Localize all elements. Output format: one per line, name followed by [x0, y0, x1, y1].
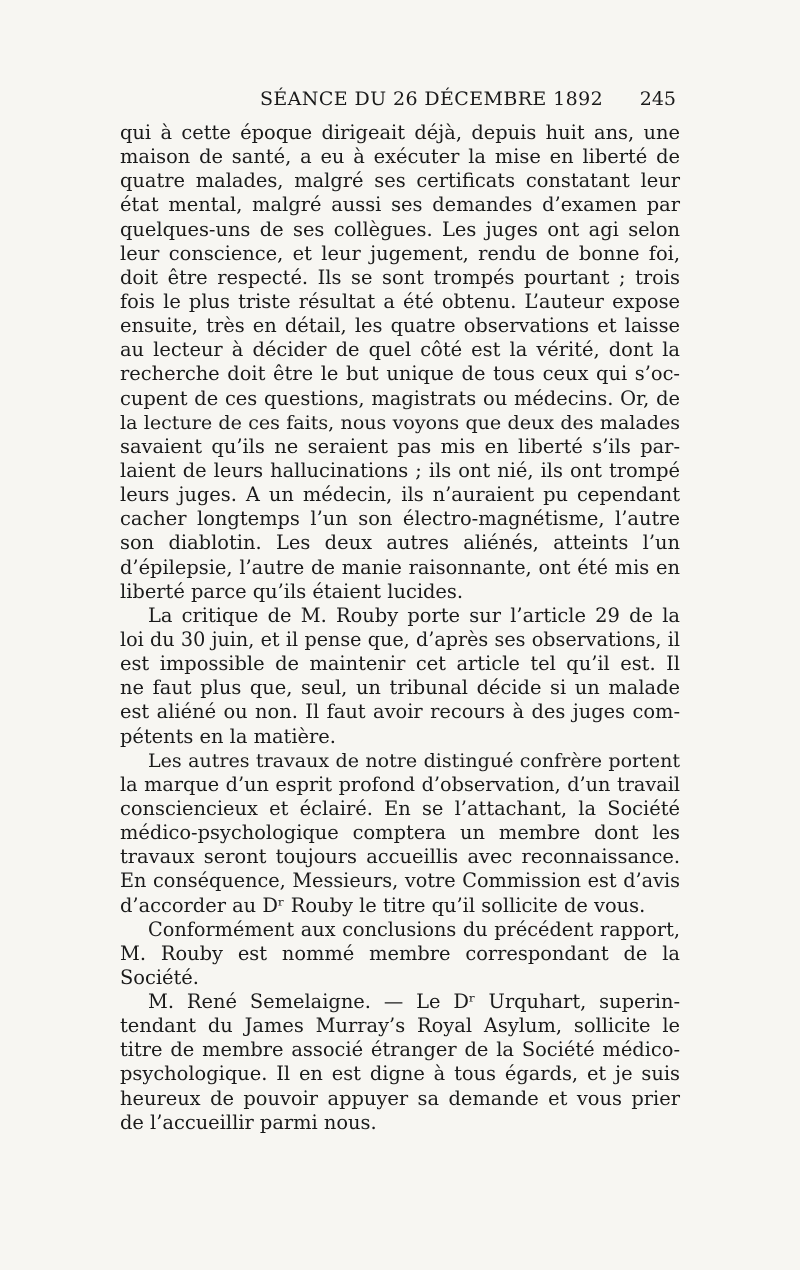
text-line: Les autres travaux de notre distingué confrère portent [148, 749, 680, 772]
text-line: médico-psychologique comptera un membre dont les [120, 821, 680, 845]
text-line: En conséquence, Messieurs, votre Commission est d’avis [120, 869, 680, 893]
text-line: leur conscience, et leur jugement, rendu de bonne foi, [120, 241, 680, 265]
text-line: d’épilepsie, l’autre de manie raisonnante, ont été mis en [120, 555, 680, 579]
text-line: M. Rouby est nommé membre correspondant de la [120, 941, 680, 965]
text-line: pétents en la matière. [120, 724, 336, 748]
text-line: quatre malades, malgré ses certificats constatant leur [120, 169, 680, 193]
text-line: la marque d’un esprit profond d’observation, d’un travail [120, 772, 680, 796]
text-line: état mental, malgré aussi ses demandes d’examen par [120, 193, 680, 217]
text-line: fois le plus triste résultat a été obtenu. L’auteur expose [120, 289, 680, 313]
text-line: son diablotin. Les deux autres aliénés, atteints l’un [120, 531, 680, 555]
text-line: titre de membre associé étranger de la Société médico- [120, 1038, 680, 1062]
text-line: La critique de M. Rouby porte sur l’article 29 de la [148, 603, 680, 627]
text-line: doit être respecté. Ils se sont trompés pourtant ; trois [120, 265, 680, 289]
text-line: quelques-uns de ses collègues. Les juges ont agi selon [120, 217, 680, 241]
text-line: de l’accueillir parmi nous. [120, 1110, 377, 1134]
page-number: 245 [639, 88, 676, 110]
text-line: psychologique. Il en est digne à tous égards, et je suis [120, 1062, 680, 1086]
body-text [120, 121, 680, 1135]
text-line: qui à cette époque dirigeait déjà, depuis huit ans, une [120, 121, 680, 144]
text-line: heureux de pouvoir appuyer sa demande et vous prier [120, 1086, 680, 1110]
text-line: cupent de ces questions, magistrats ou médecins. Or, de [120, 386, 680, 410]
text-line: ensuite, très en détail, les quatre observations et laisse [120, 314, 680, 338]
text-line: travaux seront toujours accueillis avec reconnaissance. [120, 845, 680, 869]
text-line: est impossible de maintenir cet article tel qu’il est. Il [120, 652, 680, 676]
running-title: SÉANCE DU 26 DÉCEMBRE 1892 [260, 88, 604, 110]
text-line: recherche doit être le but unique de tous ceux qui s’oc- [120, 362, 680, 386]
text-line: M. René Semelaigne. — Le Dʳ Urquhart, superin- [148, 990, 680, 1014]
text-line: cacher longtemps l’un son électro-magnétisme, l’autre [120, 507, 680, 531]
text-line: savaient qu’ils ne seraient pas mis en liberté s’ils par- [120, 434, 680, 458]
text-line: leurs juges. A un médecin, ils n’auraient pu cependant [120, 483, 680, 507]
text-line: loi du 30 juin, et il pense que, d’après ses observations, il [120, 627, 680, 651]
text-line: maison de santé, a eu à exécuter la mise en liberté de [120, 145, 680, 169]
text-line: Conformément aux conclusions du précédent rapport, [148, 917, 680, 941]
running-head [120, 88, 680, 118]
text-line: consciencieux et éclairé. En se l’attachant, la Société [120, 796, 680, 820]
text-line: ne faut plus que, seul, un tribunal décide si un malade [120, 676, 680, 700]
text-line: Société. [120, 965, 199, 989]
text-line: liberté parce qu’ils étaient lucides. [120, 579, 464, 603]
text-line: tendant du James Murray’s Royal Asylum, sollicite le [120, 1014, 680, 1038]
text-line: au lecteur à décider de quel côté est la vérité, dont la [120, 338, 680, 362]
text-line: d’accorder au Dʳ Rouby le titre qu’il sollicite de vous. [120, 893, 646, 917]
text-line: est aliéné ou non. Il faut avoir recours à des juges com- [120, 700, 680, 724]
text-line: la lecture de ces faits, nous voyons que deux des malades [120, 411, 680, 434]
text-line: laient de leurs hallucinations ; ils ont nié, ils ont trompé [120, 458, 680, 482]
